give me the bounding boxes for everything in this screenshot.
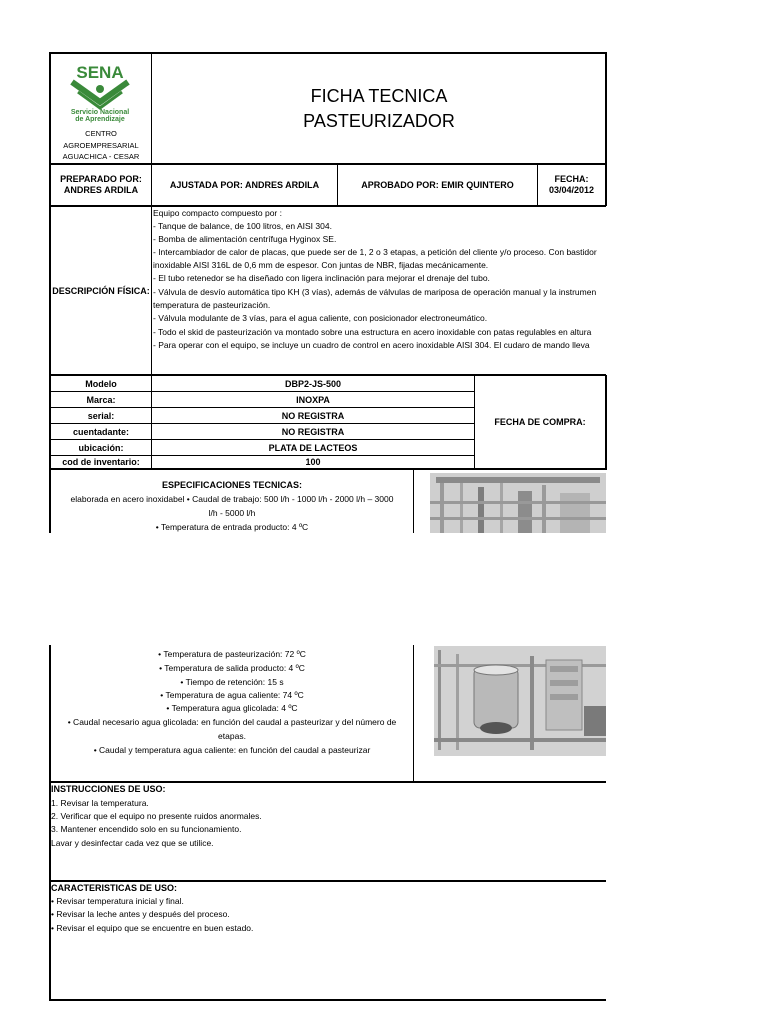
characteristics-title: CARACTERISTICAS DE USO:: [51, 883, 178, 893]
sena-logo-text: SENA: [76, 63, 124, 82]
center-line-1: CENTRO: [85, 129, 117, 138]
info-value-brand: INOXPA: [296, 394, 330, 405]
center-line-3: AGUACHICA - CESAR: [62, 152, 140, 161]
specs-line: • Temperatura de salida producto: 4 ºC: [159, 663, 305, 673]
info-value-inventory-code: 100: [305, 457, 321, 467]
instructions-line: 3. Mantener encendido solo en su funcionamiento.: [51, 824, 242, 834]
description-line: - Intercambiador de calor de placas, que puede ser de 1, 2 o 3 etapas, a petición del cliente y/o proceso. Con bastidor: [153, 247, 597, 257]
description-line: - Todo el skid de pasteurización va montado sobre una estructura en acero inoxidable con patas regulables en altura: [153, 327, 592, 337]
approved-by: APROBADO POR: EMIR QUINTERO: [361, 180, 514, 190]
date-label: FECHA:: [554, 174, 589, 184]
page-title-line-1: FICHA TECNICA: [310, 86, 448, 106]
characteristics-line: • Revisar la leche antes y después del proceso.: [51, 909, 230, 919]
pasteurizer-photo-bottom: [434, 646, 606, 756]
prepared-by: [51, 166, 151, 204]
specs-line: • Temperatura agua glicolada: 4 ºC: [166, 703, 298, 713]
description-label: DESCRIPCIÓN FÍSICA:: [52, 286, 150, 296]
specs-line: • Caudal necesario agua glicolada: en función del caudal a pasteurizar y del número de: [67, 717, 397, 727]
description-line: Equipo compacto compuesto por :: [153, 208, 282, 218]
characteristics-line: • Revisar el equipo que se encuentre en buen estado.: [51, 923, 254, 933]
info-value-model: DBP2-JS-500: [284, 378, 342, 389]
org-line-2: de Aprendizaje: [75, 116, 125, 123]
specs-line: elaborada en acero inoxidabel • Caudal de trabajo: 500 l/h - 1000 l/h - 2000 l/h – 3000: [70, 494, 394, 504]
prepared-name: ANDRES ARDILA: [63, 185, 139, 195]
specs-line: • Caudal y temperatura agua caliente: en función del caudal a pasteurizar: [93, 745, 371, 755]
instructions-line: Lavar y desinfectar cada vez que se utilice.: [51, 838, 214, 848]
center-line-2: AGROEMPRESARIAL: [63, 141, 139, 150]
info-label-custodian: cuentadante:: [72, 426, 129, 437]
specs-line: • Temperatura de entrada producto: 4 ºC: [155, 522, 309, 532]
info-label-model: Modelo: [85, 378, 117, 389]
characteristics-line: • Revisar temperatura inicial y final.: [51, 896, 184, 906]
specs-line: • Temperatura de agua caliente: 74 ºC: [160, 690, 304, 700]
specs-title: ESPECIFICACIONES TECNICAS:: [161, 480, 302, 490]
info-value-custodian: NO REGISTRA: [281, 426, 345, 437]
description-line: temperatura de pasteurización.: [153, 300, 271, 310]
pasteurizer-photo-top: [430, 473, 606, 533]
description-line: - Válvula modulante de 3 vías, para el agua caliente, con posicionador electroneumático.: [153, 313, 488, 323]
specs-line: etapas.: [218, 731, 246, 741]
prepared-label: PREPARADO POR:: [60, 174, 142, 184]
info-label-inventory-code: cod de inventario:: [62, 457, 140, 467]
description-line: - Bomba de alimentación centrífuga Hyginox SE.: [153, 234, 337, 244]
info-value-serial: NO REGISTRA: [281, 410, 345, 421]
description-line: - Para operar con el equipo, se incluye un cuadro de control en acero inoxidable AISI 304. El cudaro de mando lleva: [153, 340, 590, 350]
org-line-1: Servicio Nacional: [70, 109, 130, 116]
info-value-location: PLATA DE LACTEOS: [268, 442, 358, 453]
instructions-title: INSTRUCCIONES DE USO:: [51, 784, 166, 794]
date-cell: [538, 166, 605, 204]
purchase-date-label: FECHA DE COMPRA:: [494, 417, 586, 427]
page-title-line-2: PASTEURIZADOR: [303, 111, 455, 131]
adjusted-by: AJUSTADA POR: ANDRES ARDILA: [169, 180, 320, 190]
specs-line: • Temperatura de pasteurización: 72 ºC: [158, 649, 306, 659]
description-text: [153, 207, 605, 357]
specs-line: l/h - 5000 l/h: [208, 508, 256, 518]
specs-line: • Tiempo de retención: 15 s: [180, 677, 284, 687]
date-value: 03/04/2012: [548, 185, 595, 195]
instructions-line: 2. Verificar que el equipo no presente ruidos anormales.: [51, 811, 262, 821]
info-label-brand: Marca:: [86, 394, 116, 405]
description-line: - Válvula de desvío automática tipo KH (3 vías), además de válvulas de mariposa de operación manual y la instrumen: [153, 287, 597, 297]
info-label-location: ubicación:: [78, 442, 124, 453]
description-line: - El tubo retenedor se ha diseñado con ligera inclinación para mejorar el drenaje del tubo.: [153, 273, 490, 283]
instructions-line: 1. Revisar la temperatura.: [51, 798, 149, 808]
info-label-serial: serial:: [87, 410, 115, 421]
description-line: inoxidable AISI 316L de 0,6 mm de espesor. Con juntas de NBR, fijadas mecánicamente.: [153, 260, 489, 270]
description-line: - Tanque de balance, de 100 litros, en AISI 304.: [153, 221, 332, 231]
